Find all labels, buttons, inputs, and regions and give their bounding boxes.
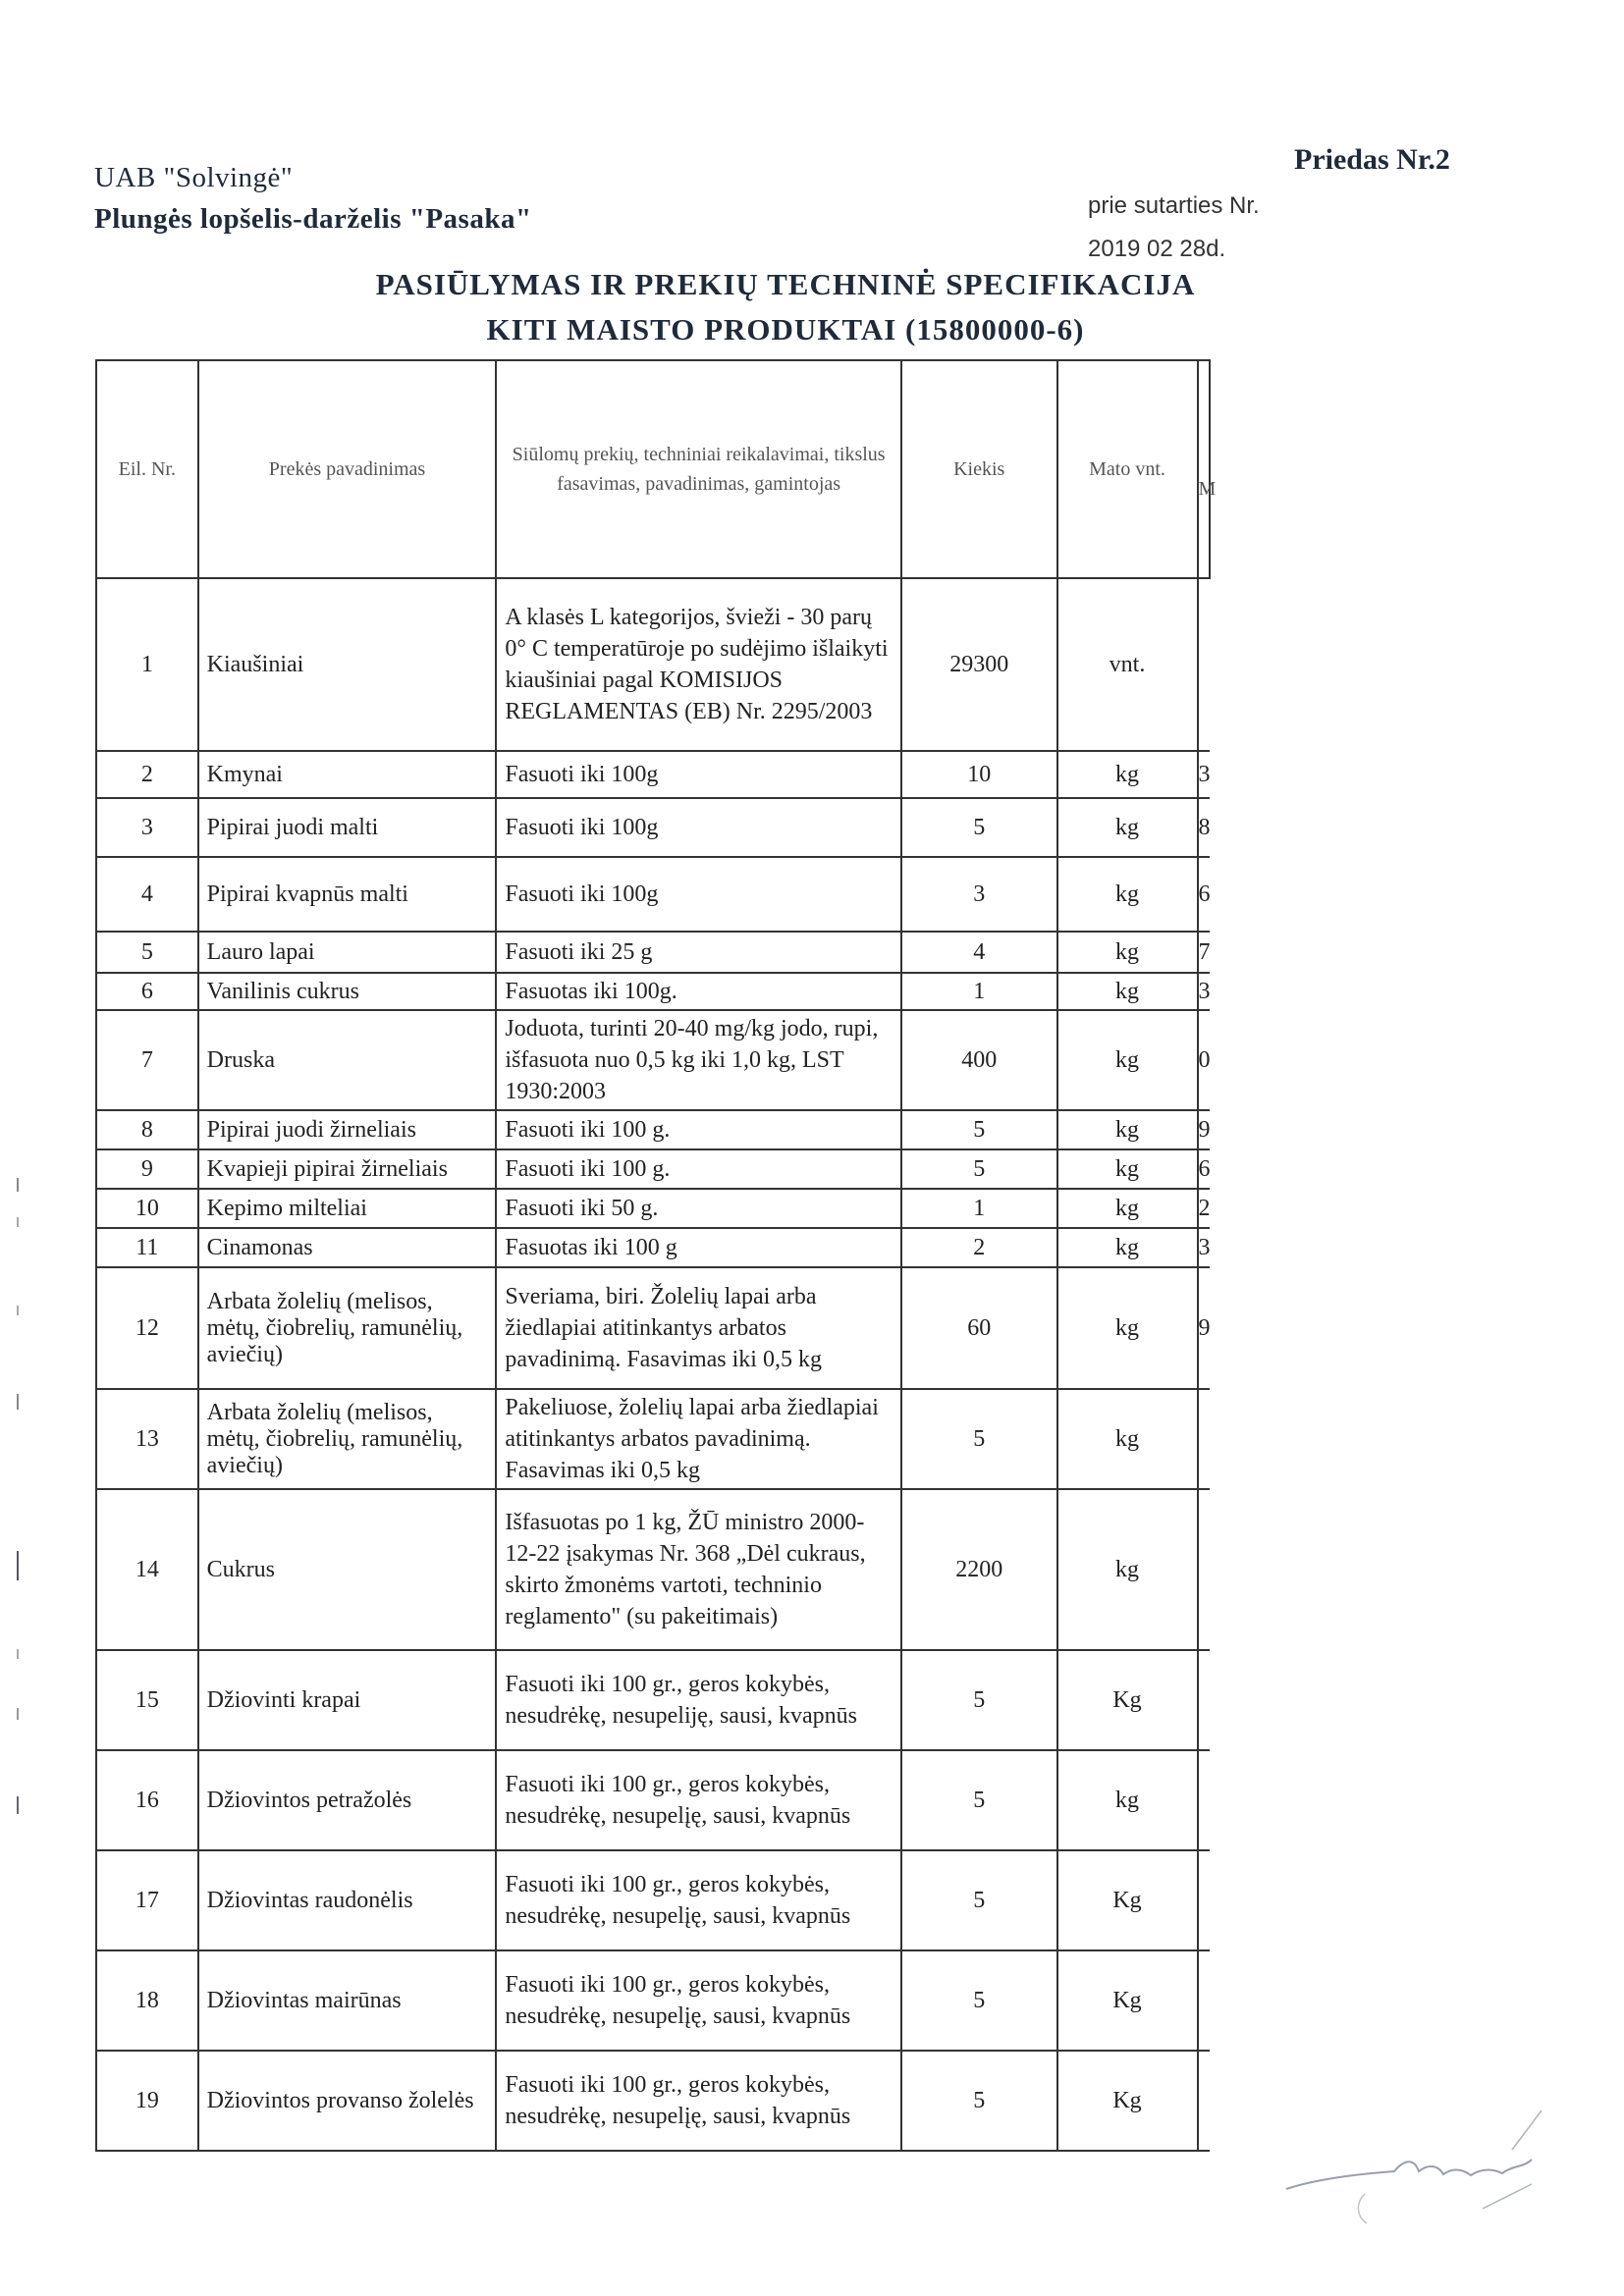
row-product-name: Džiovintas mairūnas bbox=[198, 1950, 497, 2051]
row-requirements: Fasuoti iki 100 gr., geros kokybės, nesudrėkę, nesupeliję, sausi, kvapnūs bbox=[496, 1650, 901, 1750]
row-unit: Kg bbox=[1057, 1950, 1198, 2051]
table-row bbox=[96, 1267, 1210, 1389]
row-unit: kg bbox=[1057, 1010, 1198, 1110]
row-nr: 12 bbox=[96, 1267, 198, 1389]
row-product-name: Džiovinti krapai bbox=[198, 1650, 497, 1750]
row-requirements: Fasuoti iki 100 gr., geros kokybės, nesudrėkę, nesupelįę, sausi, kvapnūs bbox=[496, 1850, 901, 1950]
row-unit: kg bbox=[1057, 1267, 1198, 1389]
contract-reference bbox=[1088, 185, 1260, 271]
scan-edge-marks-icon bbox=[8, 1158, 27, 1845]
row-requirements: Sveriama, biri. Žolelių lapai arba žiedlapiai atitinkantys arbatos pavadinimą. Fasavimas iki 0,5 kg bbox=[496, 1267, 901, 1389]
row-quantity: 5 bbox=[901, 1110, 1057, 1149]
row-unit: kg bbox=[1057, 1389, 1198, 1489]
row-cut-value: 3 bbox=[1198, 751, 1210, 798]
table-row bbox=[96, 751, 1210, 798]
table-row bbox=[96, 1750, 1210, 1850]
row-requirements: Fasuoti iki 100g bbox=[496, 857, 901, 932]
row-requirements: Fasuotas iki 100 g bbox=[496, 1228, 901, 1267]
row-unit: vnt. bbox=[1057, 578, 1198, 751]
table-row bbox=[96, 857, 1210, 932]
contract-line-1: prie sutarties Nr. bbox=[1088, 192, 1260, 219]
row-unit: kg bbox=[1057, 1489, 1198, 1650]
signature-icon bbox=[1247, 2081, 1581, 2238]
col-header-quantity: Kiekis bbox=[901, 360, 1057, 578]
row-requirements: Fasuoti iki 100 gr., geros kokybės, nesudrėkę, nesupelįę, sausi, kvapnūs bbox=[496, 1950, 901, 2051]
row-cut-value bbox=[1198, 1489, 1210, 1650]
row-cut-value: 3 bbox=[1198, 973, 1210, 1010]
row-quantity: 1 bbox=[901, 973, 1057, 1010]
row-nr: 16 bbox=[96, 1750, 198, 1850]
row-nr: 5 bbox=[96, 932, 198, 973]
specification-table bbox=[95, 359, 1217, 2152]
row-unit: Kg bbox=[1057, 1850, 1198, 1950]
col-header-requirements: Siūlomų prekių, techniniai reikalavimai, tikslus fasavimas, pavadinimas, gamintojas bbox=[496, 360, 901, 578]
row-nr: 7 bbox=[96, 1010, 198, 1110]
table-row bbox=[96, 973, 1210, 1010]
row-nr: 9 bbox=[96, 1149, 198, 1189]
row-cut-value bbox=[1198, 578, 1210, 751]
row-nr: 3 bbox=[96, 798, 198, 857]
row-product-name: Džiovintos provanso žolelės bbox=[198, 2051, 497, 2151]
organization-name: Plungės lopšelis-darželis "Pasaka" bbox=[94, 203, 532, 235]
row-unit: kg bbox=[1057, 932, 1198, 973]
table-row bbox=[96, 1189, 1210, 1228]
row-quantity: 3 bbox=[901, 857, 1057, 932]
table-row bbox=[96, 578, 1210, 751]
row-requirements: Joduota, turinti 20-40 mg/kg jodo, rupi, išfasuota nuo 0,5 kg iki 1,0 kg, LST 1930:2003 bbox=[496, 1010, 901, 1110]
row-quantity: 10 bbox=[901, 751, 1057, 798]
row-cut-value: 8 bbox=[1198, 798, 1210, 857]
row-product-name: Kmynai bbox=[198, 751, 497, 798]
row-unit: kg bbox=[1057, 1228, 1198, 1267]
col-header-nr: Eil. Nr. bbox=[96, 360, 198, 578]
row-unit: kg bbox=[1057, 751, 1198, 798]
row-nr: 10 bbox=[96, 1189, 198, 1228]
row-requirements: Pakeliuose, žolelių lapai arba žiedlapiai atitinkantys arbatos pavadinimą. Fasavimas iki 0,5 kg bbox=[496, 1389, 901, 1489]
row-quantity: 1 bbox=[901, 1189, 1057, 1228]
row-quantity: 5 bbox=[901, 1750, 1057, 1850]
table-row bbox=[96, 1650, 1210, 1750]
col-header-name: Prekės pavadinimas bbox=[198, 360, 497, 578]
table-body bbox=[96, 578, 1210, 2151]
row-cut-value bbox=[1198, 1389, 1210, 1489]
row-unit: kg bbox=[1057, 798, 1198, 857]
row-quantity: 2200 bbox=[901, 1489, 1057, 1650]
row-quantity: 5 bbox=[901, 1389, 1057, 1489]
row-requirements: Fasuoti iki 100 gr., geros kokybės, nesudrėkę, nesupelįę, sausi, kvapnūs bbox=[496, 1750, 901, 1850]
col-header-cut: M bbox=[1198, 360, 1210, 578]
row-product-name: Džiovintos petražolės bbox=[198, 1750, 497, 1850]
row-cut-value bbox=[1198, 2051, 1210, 2151]
row-nr: 4 bbox=[96, 857, 198, 932]
row-unit: Kg bbox=[1057, 2051, 1198, 2151]
row-cut-value: 9 bbox=[1198, 1110, 1210, 1149]
row-quantity: 5 bbox=[901, 798, 1057, 857]
row-nr: 14 bbox=[96, 1489, 198, 1650]
row-nr: 13 bbox=[96, 1389, 198, 1489]
row-requirements: Fasuoti iki 100 g. bbox=[496, 1110, 901, 1149]
row-nr: 1 bbox=[96, 578, 198, 751]
row-product-name: Lauro lapai bbox=[198, 932, 497, 973]
row-product-name: Arbata žolelių (melisos, mėtų, čiobrelių, ramunėlių, aviečių) bbox=[198, 1389, 497, 1489]
row-cut-value bbox=[1198, 1750, 1210, 1850]
row-requirements: Fasuoti iki 25 g bbox=[496, 932, 901, 973]
row-cut-value bbox=[1198, 1650, 1210, 1750]
row-nr: 17 bbox=[96, 1850, 198, 1950]
row-quantity: 60 bbox=[901, 1267, 1057, 1389]
table-row bbox=[96, 1389, 1210, 1489]
table-row bbox=[96, 1010, 1210, 1110]
row-cut-value: 3 bbox=[1198, 1228, 1210, 1267]
row-product-name: Pipirai juodi malti bbox=[198, 798, 497, 857]
row-nr: 19 bbox=[96, 2051, 198, 2151]
row-product-name: Pipirai juodi žirneliais bbox=[198, 1110, 497, 1149]
row-requirements: Fasuoti iki 100g bbox=[496, 751, 901, 798]
document-title: PASIŪLYMAS IR PREKIŲ TECHNINĖ SPECIFIKACIJA bbox=[375, 267, 1196, 301]
row-unit: kg bbox=[1057, 1189, 1198, 1228]
row-requirements: Fasuoti iki 100 g. bbox=[496, 1149, 901, 1189]
row-cut-value: 7 bbox=[1198, 932, 1210, 973]
table-row bbox=[96, 1110, 1210, 1149]
row-cut-value bbox=[1198, 1950, 1210, 2051]
row-product-name: Kiaušiniai bbox=[198, 578, 497, 751]
row-nr: 18 bbox=[96, 1950, 198, 2051]
row-nr: 15 bbox=[96, 1650, 198, 1750]
table-row bbox=[96, 1149, 1210, 1189]
document-subtitle: KITI MAISTO PRODUKTAI (15800000-6) bbox=[486, 312, 1085, 347]
row-product-name: Cinamonas bbox=[198, 1228, 497, 1267]
row-nr: 2 bbox=[96, 751, 198, 798]
table-row bbox=[96, 1228, 1210, 1267]
row-cut-value: 2 bbox=[1198, 1189, 1210, 1228]
row-product-name: Druska bbox=[198, 1010, 497, 1110]
row-product-name: Arbata žolelių (melisos, mėtų, čiobrelių, ramunėlių, aviečių) bbox=[198, 1267, 497, 1389]
row-requirements: Fasuoti iki 50 g. bbox=[496, 1189, 901, 1228]
row-requirements: Fasuoti iki 100 gr., geros kokybės, nesudrėkę, nesupelįę, sausi, kvapnūs bbox=[496, 2051, 901, 2151]
table-row bbox=[96, 798, 1210, 857]
row-product-name: Vanilinis cukrus bbox=[198, 973, 497, 1010]
row-cut-value: 9 bbox=[1198, 1267, 1210, 1389]
row-unit: kg bbox=[1057, 1110, 1198, 1149]
row-cut-value: 0 bbox=[1198, 1010, 1210, 1110]
row-quantity: 5 bbox=[901, 1950, 1057, 2051]
appendix-label: Priedas Nr.2 bbox=[1294, 143, 1450, 176]
row-product-name: Pipirai kvapnūs malti bbox=[198, 857, 497, 932]
col-header-unit: Mato vnt. bbox=[1057, 360, 1198, 578]
row-product-name: Kvapieji pipirai žirneliais bbox=[198, 1149, 497, 1189]
row-requirements: Fasuotas iki 100g. bbox=[496, 973, 901, 1010]
row-product-name: Kepimo milteliai bbox=[198, 1189, 497, 1228]
table-header-row bbox=[96, 360, 1210, 578]
company-name: UAB "Solvingė" bbox=[94, 162, 294, 193]
table-row bbox=[96, 1850, 1210, 1950]
row-quantity: 4 bbox=[901, 932, 1057, 973]
row-unit: kg bbox=[1057, 1149, 1198, 1189]
row-quantity: 5 bbox=[901, 1149, 1057, 1189]
row-nr: 8 bbox=[96, 1110, 198, 1149]
row-quantity: 5 bbox=[901, 1850, 1057, 1950]
row-nr: 11 bbox=[96, 1228, 198, 1267]
company-block bbox=[94, 157, 532, 240]
row-cut-value: 6 bbox=[1198, 857, 1210, 932]
row-cut-value: 6 bbox=[1198, 1149, 1210, 1189]
row-quantity: 5 bbox=[901, 2051, 1057, 2151]
row-requirements: Išfasuotas po 1 kg, ŽŪ ministro 2000-12-22 įsakymas Nr. 368 „Dėl cukraus, skirto žmonėms vartoti, techninio reglamento" (su pakeitimais) bbox=[496, 1489, 901, 1650]
row-unit: kg bbox=[1057, 1750, 1198, 1850]
row-unit: kg bbox=[1057, 973, 1198, 1010]
row-product-name: Džiovintas raudonėlis bbox=[198, 1850, 497, 1950]
table-row bbox=[96, 2051, 1210, 2151]
row-product-name: Cukrus bbox=[198, 1489, 497, 1650]
row-requirements: A klasės L kategorijos, švieži - 30 parų 0° C temperatūroje po sudėjimo išlaikyti kiaušiniai pagal KOMISIJOS REGLAMENTAS (EB) Nr. 2295/2003 bbox=[496, 578, 901, 751]
row-quantity: 2 bbox=[901, 1228, 1057, 1267]
table-row bbox=[96, 1489, 1210, 1650]
row-cut-value bbox=[1198, 1850, 1210, 1950]
row-quantity: 29300 bbox=[901, 578, 1057, 751]
row-quantity: 400 bbox=[901, 1010, 1057, 1110]
row-unit: kg bbox=[1057, 857, 1198, 932]
row-unit: Kg bbox=[1057, 1650, 1198, 1750]
row-requirements: Fasuoti iki 100g bbox=[496, 798, 901, 857]
row-nr: 6 bbox=[96, 973, 198, 1010]
table-row bbox=[96, 1950, 1210, 2051]
contract-date: 2019 02 28d. bbox=[1088, 236, 1226, 262]
table-row bbox=[96, 932, 1210, 973]
row-quantity: 5 bbox=[901, 1650, 1057, 1750]
